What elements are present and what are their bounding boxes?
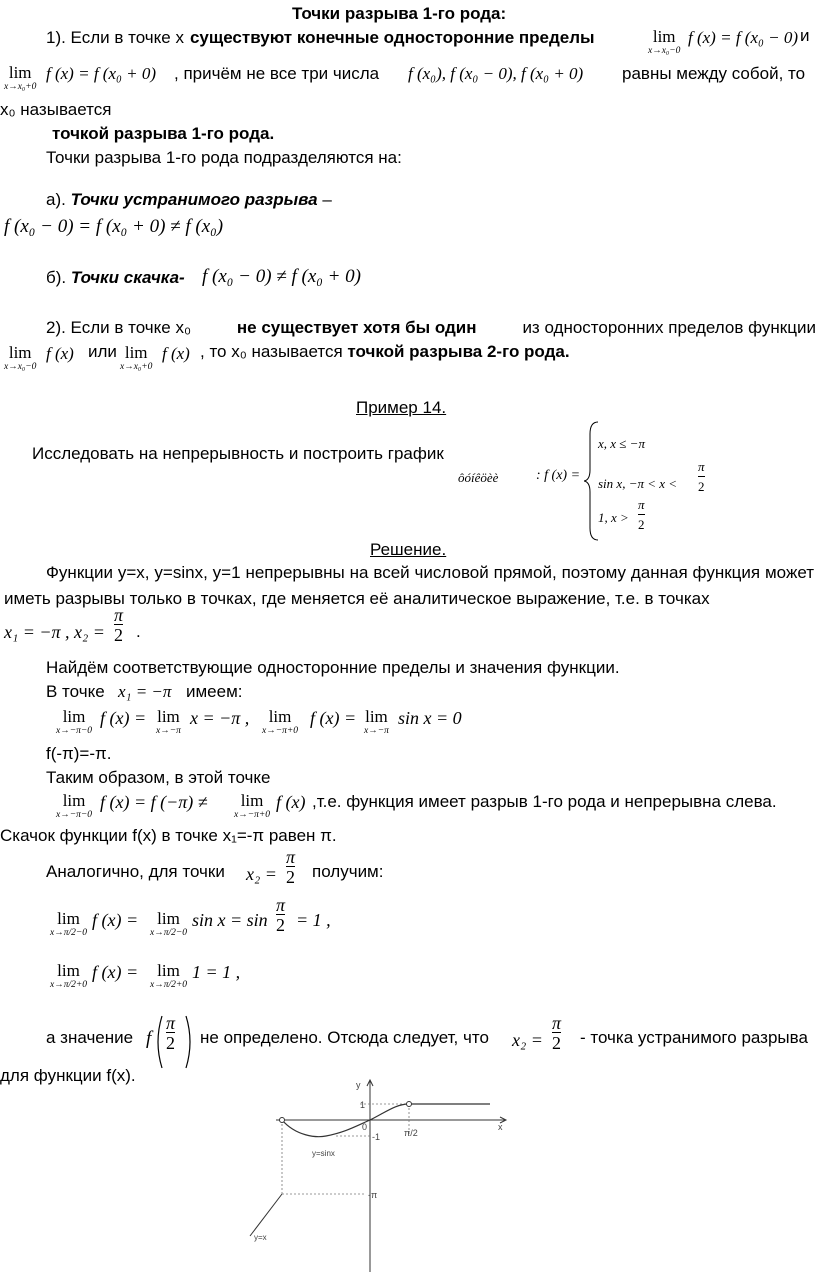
limA-4: lim x→−π — [364, 707, 389, 736]
def1-line2-mid: , причём не все три числа — [174, 64, 380, 83]
solution-paragraph2: Найдём соответствующие односторонние пределы и значения функции. — [46, 658, 620, 677]
similar-text: Аналогично, для точки — [46, 862, 225, 881]
def2-line1: 2). Если в точке x₀ не существует хотя бы один из односторонних пределов функции — [46, 318, 816, 337]
point-pi-over-2 — [407, 1102, 412, 1107]
at-point-expr: x₁ = −π — [118, 682, 172, 701]
and-word: и — [800, 26, 810, 45]
piecewise-case3: 1, x > — [598, 510, 629, 525]
limC-e2: sin x = sin — [192, 910, 268, 930]
section-title: Точки разрыва 1-го рода: — [292, 4, 507, 23]
conclusion-mid: не определено. Отсюда следует, что — [200, 1028, 489, 1047]
conclusion-frac2: $\frac{\pi}{2}$ — [552, 1013, 562, 1053]
def2-or: или — [88, 342, 117, 361]
limD-e2: 1 = 1 , — [192, 962, 241, 982]
lim-left-expr: f (x) = f (x₀ − 0) — [688, 28, 799, 47]
conclusion-last: для функции f(x). — [0, 1066, 136, 1085]
label-x: x — [498, 1122, 503, 1132]
limD-1: lim x→π/2+0 — [50, 961, 88, 990]
piecewise-lhs: : f (x) = — [536, 468, 581, 483]
def1-line3: x₀ называется — [0, 100, 112, 119]
label-one: 1 — [360, 1100, 366, 1110]
limB-e1: f (x) = f (−π) ≠ — [100, 792, 208, 812]
conclusion-x2: x₂ = — [512, 1030, 543, 1050]
label-minus-pi: -π — [368, 1190, 378, 1200]
conclusion-frac: $\frac{\pi}{2}$ — [166, 1013, 176, 1053]
label-yx: y=x — [254, 1233, 267, 1242]
term-1st-kind: точкой разрыва 1-го рода. — [52, 124, 275, 143]
formula-b: f (x₀ − 0) ≠ f (x₀ + 0) — [202, 266, 362, 287]
limB-2: lim x→−π+0 — [234, 791, 271, 820]
label-minus-one: -1 — [372, 1132, 381, 1142]
solution-points: x₁ = −π , x₂ = — [4, 622, 105, 642]
conclusion-start: а значение — [46, 1028, 134, 1047]
points-end: . — [136, 622, 141, 641]
limA-3: lim x→−π+0 — [262, 707, 299, 736]
def2-expr2: f (x) — [162, 344, 190, 363]
limA-e2: x = −π , — [190, 708, 250, 728]
limC-e3: = 1 , — [296, 910, 331, 930]
limB-tail: ,т.е. функция имеет разрыв 1-го рода и непрерывна слева. — [312, 792, 777, 811]
label-sin: y=sinx — [312, 1149, 335, 1158]
function-graph — [236, 1076, 516, 1276]
piecewise-frac1: $\frac{\pi}{2}$ — [698, 459, 705, 494]
limB-1: lim x→−π−0 — [56, 791, 93, 820]
limC-1: lim x→π/2−0 — [50, 909, 88, 938]
jump-text: Скачок функции f(x) в точке x₁=-π равен π. — [0, 826, 337, 845]
item-a: а). Точки устранимого разрыва – — [46, 190, 332, 209]
limC-2: lim x→π/2−0 — [150, 909, 188, 938]
item-b: б). Точки скачка- — [46, 268, 185, 287]
similar-expr: x₂ = — [246, 864, 277, 884]
lim-def2-right: lim x→x₀+0 — [120, 343, 153, 372]
solution-paragraph1: Функции y=x, y=sinx, y=1 непрерывны на всей числовой прямой, поэтому данная функция может иметь разрывы только в точках, где меняется её аналитическое выражение, т.е. в точках — [4, 563, 814, 608]
three-numbers: f (x₀), f (x₀ − 0), f (x₀ + 0) — [408, 64, 584, 83]
conclusion-end: - точка устранимого разрыва — [580, 1028, 808, 1047]
piecewise-case2: sin x, −π < x < — [598, 476, 678, 491]
lim-right: lim x→x₀+0 — [4, 63, 37, 92]
example-task: Исследовать на непрерывность и построить график — [32, 444, 444, 463]
lim-def2-left: lim x→x₀−0 — [4, 343, 37, 372]
f-value: f(-π)=-π. — [46, 744, 112, 763]
piecewise-frac2: $\frac{\pi}{2}$ — [638, 497, 645, 532]
label-zero: 0 — [362, 1122, 368, 1132]
thus-text: Таким образом, в этой точке — [46, 768, 271, 787]
def1-line1: 1). Если в точке x существуют конечные односторонние пределы — [46, 28, 595, 47]
similar-frac: $\frac{\pi}{2}$ — [286, 847, 296, 887]
similar-end: получим: — [312, 862, 384, 881]
limD-2: lim x→π/2+0 — [150, 961, 188, 990]
subdivide-text: Точки разрыва 1-го рода подразделяются на: — [46, 148, 402, 167]
limC-e1: f (x) = — [92, 910, 139, 930]
limB-e2: f (x) — [276, 792, 306, 812]
limA-e4: sin x = 0 — [398, 708, 462, 728]
we-have: имеем: — [186, 682, 243, 701]
label-pi-over-2: π/2 — [404, 1128, 418, 1138]
def2-expr1: f (x) — [46, 344, 74, 363]
formula-a: f (x₀ − 0) = f (x₀ + 0) ≠ f (x₀) — [4, 216, 224, 237]
lim-left: lim x→x₀−0 — [648, 27, 681, 56]
limA-2: lim x→−π — [156, 707, 181, 736]
label-y: y — [356, 1080, 361, 1090]
lim-right-expr: f (x) = f (x₀ + 0) — [46, 64, 157, 83]
def1-line2-end: равны между собой, то — [622, 64, 806, 83]
line-y-x — [250, 1194, 282, 1236]
limA-e1: f (x) = — [100, 708, 147, 728]
conclusion-f: f — [146, 1028, 152, 1049]
limA-e3: f (x) = — [310, 708, 357, 728]
garbled-word: ôóíêöèè — [458, 470, 499, 485]
solution-title: Решение. — [370, 540, 447, 559]
points-frac: $\frac{\pi}{2}$ — [114, 605, 124, 645]
def2-then: , то x₀ называется точкой разрыва 2-го рода. — [200, 342, 570, 361]
limA-1: lim x→−π−0 — [56, 707, 93, 736]
at-point-label: В точке — [46, 682, 105, 701]
point-minus-pi — [280, 1118, 285, 1123]
limD-e1: f (x) = — [92, 962, 139, 982]
piecewise-case1: x, x ≤ −π — [598, 436, 645, 451]
example-title: Пример 14. — [356, 398, 447, 417]
limC-frac: $\frac{\pi}{2}$ — [276, 895, 286, 935]
